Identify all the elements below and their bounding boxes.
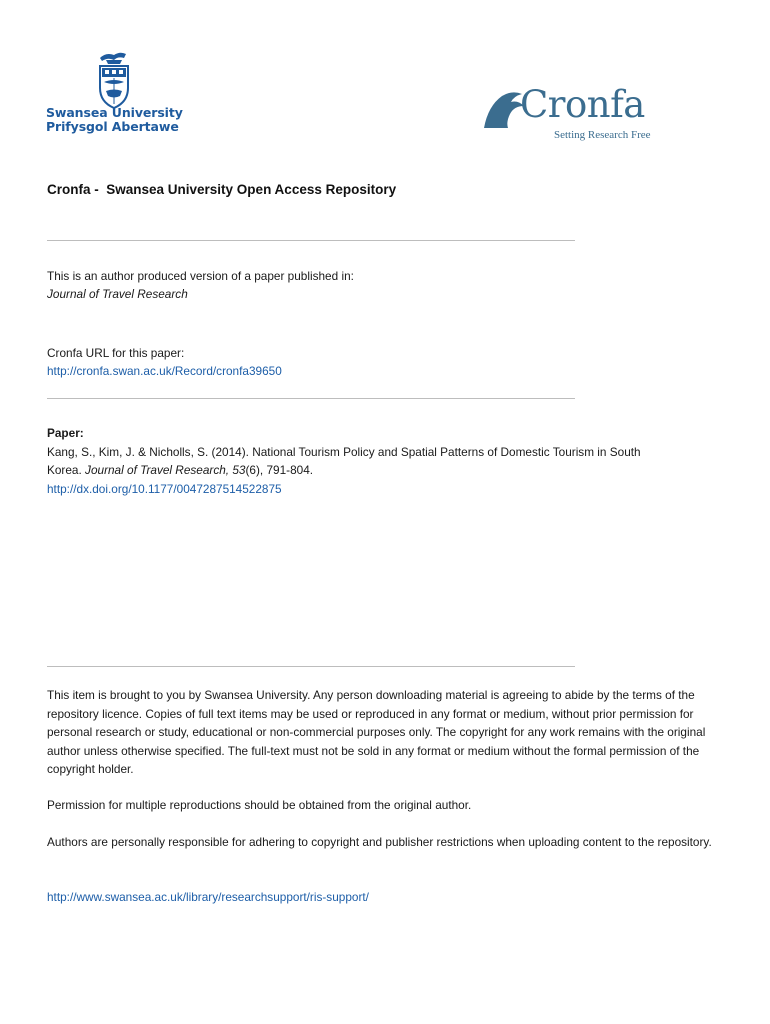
swansea-university-logo (46, 50, 186, 140)
citation-line-1: Kang, S., Kim, J. & Nicholls, S. (2014). National Tourism Policy and Spatial Patterns of Domestic Tourism in South (47, 445, 641, 459)
swansea-name-welsh: Prifysgol Abertawe (46, 119, 179, 134)
licence-notice: This item is brought to you by Swansea University. Any person downloading material is agreeing to abide by the terms of the repository licence. Copies of full text items may be used or reproduced in any format or medium, without prior permission for personal research or study, educational or non-commercial purposes only. The copyright for any work remains with the original author unless otherwise specified. The full-text must not be sold in any format or medium without the formal permission of the copyright holder. (47, 688, 706, 776)
copyright-responsibility-notice: Authors are personally responsible for adhering to copyright and publisher restrictions when uploading content to the repository. (47, 835, 712, 849)
citation-journal-volume: Journal of Travel Research, 53 (85, 463, 246, 477)
paper-heading: Paper: (47, 426, 84, 440)
reproduction-notice: Permission for multiple reproductions should be obtained from the original author. (47, 798, 472, 812)
cronfa-logo (484, 84, 674, 146)
ris-support-link[interactable]: http://www.swansea.ac.uk/library/researchsupport/ris-support/ (47, 890, 369, 904)
cronfa-url-label: Cronfa URL for this paper: (47, 346, 185, 360)
citation-line-2 (47, 461, 313, 479)
cronfa-tagline: Setting Research Free (554, 129, 651, 141)
citation-suffix: (6), 791-804. (245, 463, 314, 477)
doi-link[interactable]: http://dx.doi.org/10.1177/0047287514522875 (47, 482, 282, 496)
published-in-intro: This is an author produced version of a paper published in: (47, 269, 354, 283)
swansea-crest-icon (92, 50, 136, 112)
citation-prefix: Korea. (47, 463, 86, 477)
cronfa-wordmark: Cronfa (520, 83, 645, 126)
page-title: Cronfa - Swansea University Open Access Repository (47, 182, 397, 197)
divider (47, 398, 575, 399)
swansea-name-english: Swansea University (46, 105, 183, 120)
journal-name: Journal of Travel Research (47, 287, 188, 301)
divider (47, 666, 575, 667)
divider (47, 240, 575, 241)
swansea-wordmark (46, 106, 183, 134)
cronfa-record-link[interactable]: http://cronfa.swan.ac.uk/Record/cronfa39650 (47, 364, 282, 378)
